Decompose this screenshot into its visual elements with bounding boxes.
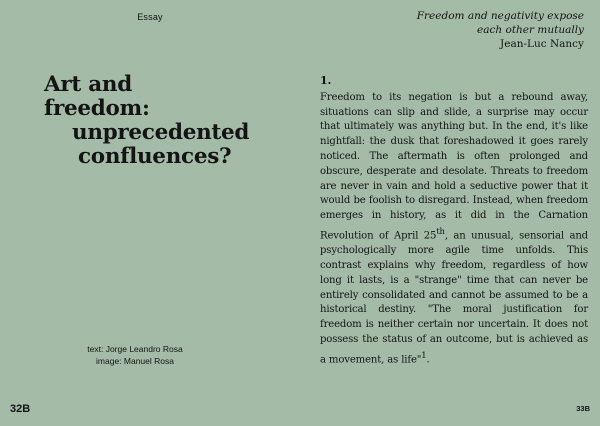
ordinal-superscript: th (436, 225, 445, 236)
body-paragraph (320, 91, 588, 368)
paragraph-text: Freedom to its negation is but a rebound away, situations can slip and slide, a surprise may occur that ultimately was anything but. In the end, it's like nightfall: the dusk that foreshadowed it goes rarely noticed. The aftermath is often prolonged and obscure, desperate and desolate. Threats to freedom are never in vain and hold a seductive power that it would be foolish to disregard. Instead, when freedom emerges in history, as it did in the Carnation Revolution of April 25 (320, 91, 588, 242)
image-credit: image: Manuel Rosa (96, 356, 174, 366)
page-number-left: 32B (10, 403, 31, 415)
section-number: 1. (320, 74, 332, 87)
title-line: Art and (44, 72, 132, 97)
section-label: Essay (137, 12, 163, 22)
paragraph-text: . (426, 354, 430, 366)
title-line: unprecedented (72, 120, 250, 145)
footnote-reference[interactable]: 1 (421, 349, 427, 360)
article-title (44, 73, 284, 169)
epigraph (324, 9, 584, 51)
credits (60, 343, 210, 367)
paragraph-text: , an unusual, sensorial and psychologically more agile time unfolds. This contrast explains why freedom, regardless of how long it lasts, is a "strange" time that can never be entirely consolidated and cannot be assumed to be a historical destiny. "The moral justification for freedom is neither certain nor uncertain. It does not possess the status of an outcome, but is achieved as a movement, as life" (320, 230, 588, 366)
title-line: confluences? (78, 144, 232, 169)
page-number-right: 33B (576, 404, 590, 413)
body-text (320, 74, 588, 368)
epigraph-author: Jean-Luc Nancy (500, 38, 584, 50)
epigraph-quote-line: Freedom and negativity expose (416, 10, 584, 22)
right-page (300, 0, 600, 426)
title-line: freedom: (44, 96, 150, 121)
epigraph-quote-line: each other mutually (477, 24, 584, 36)
text-credit: text: Jorge Leandro Rosa (87, 344, 183, 354)
